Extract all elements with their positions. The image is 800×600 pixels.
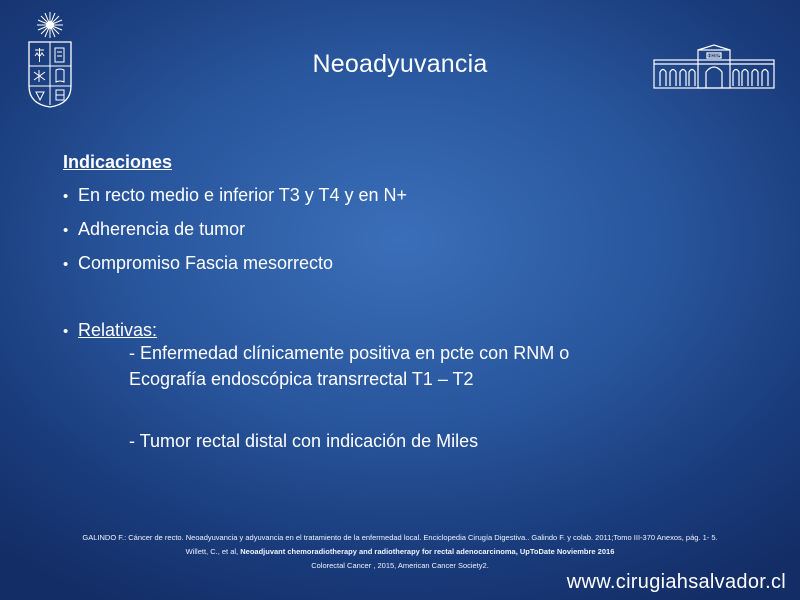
reference-author: Willett, C., et al,	[185, 547, 239, 556]
sub-item-line: - Tumor rectal distal con indicación de Miles	[129, 431, 479, 451]
website-url: www.cirugiahsalvador.cl	[566, 571, 786, 593]
bullet-text: En recto medio e inferior T3 y T4 y en N+	[78, 185, 407, 205]
reference-line	[0, 545, 800, 559]
section-heading: Indicaciones	[63, 152, 173, 172]
bullet-item	[63, 247, 753, 281]
slide-title: Neoadyuvancia	[312, 50, 488, 78]
bullet-icon: •	[63, 256, 69, 273]
sub-item	[129, 428, 478, 454]
reference-title: Neoadjuvant chemoradiotherapy and radiotherapy for rectal adenocarcinoma, UpToDate Noviembre 2016	[240, 547, 615, 556]
bullet-item	[63, 179, 753, 213]
bullet-icon: •	[63, 323, 69, 340]
bullet-icon: •	[63, 222, 69, 239]
hospital-sign-text: HOSP	[707, 53, 721, 58]
bullet-text: Adherencia de tumor	[78, 219, 246, 239]
references	[0, 531, 800, 573]
relativas-label: Relativas:	[78, 320, 158, 340]
reference-line: GALINDO F.: Cáncer de recto. Neoadyuvancia y adyuvancia en el tratamiento de la enfermedad local. Enciclopedia Cirugía Digestiva.. Galindo F. y colab. 2011;Tomo III-370 Anexos, pág. 1- 5.	[82, 533, 718, 542]
bullet-item	[63, 213, 753, 247]
bullet-icon: •	[63, 188, 69, 205]
slide-body	[63, 146, 753, 348]
sub-item-line: - Enfermedad clínicamente positiva en pcte con RNM o	[129, 343, 570, 363]
reference-line: Colorectal Cancer , 2015, American Cancer Society2.	[311, 561, 489, 570]
bullet-text: Compromiso Fascia mesorrecto	[78, 253, 334, 273]
sub-item	[129, 340, 569, 392]
sub-item-line: Ecografía endoscópica transrrectal T1 – T2	[129, 369, 474, 389]
